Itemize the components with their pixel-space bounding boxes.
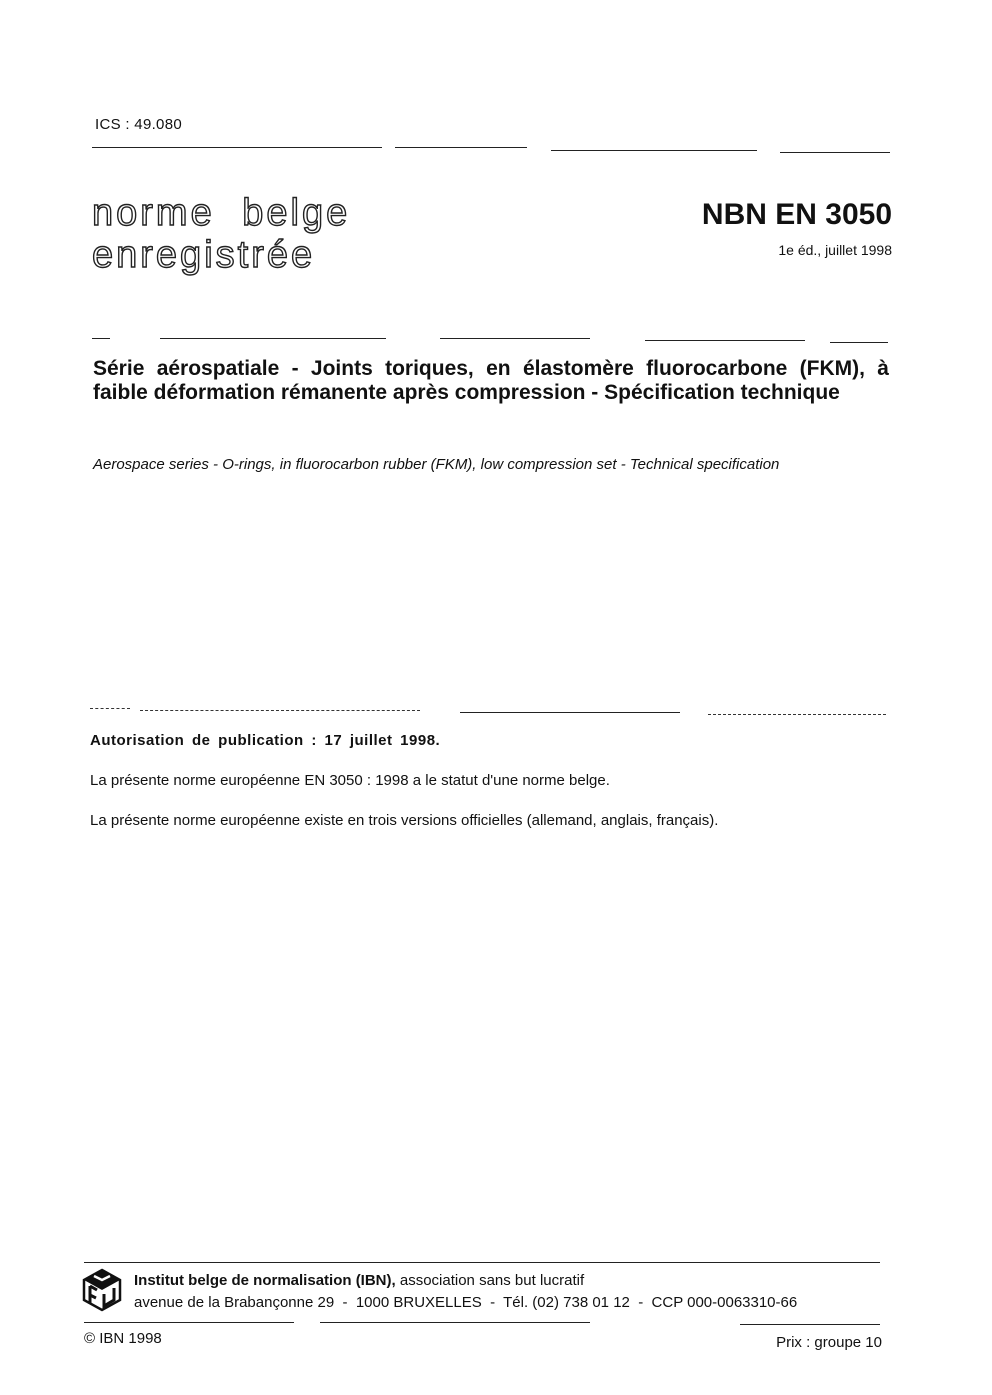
top-rule-2 [395,147,527,148]
title-rule-4 [645,340,805,341]
footer-rule-bottom-3 [740,1324,880,1325]
divider-rule-2 [140,710,420,711]
footer-rule-bottom-1 [84,1322,294,1323]
label-line-1: norme belge [92,192,351,234]
ibn-logo-icon [80,1268,124,1312]
divider-rule-3 [460,712,680,713]
top-rule-4 [780,152,890,153]
top-rule-1 [92,147,382,148]
registered-standard-label [92,192,350,276]
copyright: © IBN 1998 [84,1330,162,1347]
english-title: Aerospace series - O-rings, in fluorocarbon rubber (FKM), low compression set - Technical specification [93,456,780,473]
edition: 1e éd., juillet 1998 [778,242,892,258]
title-rule-1 [92,338,110,339]
top-rule-3 [551,150,757,151]
institute-name: Institut belge de normalisation (IBN), [134,1272,396,1289]
title-rule-3 [440,338,590,339]
institute-line [134,1272,584,1289]
divider-rule-4 [708,714,886,715]
institute-address: avenue de la Brabançonne 29 - 1000 BRUXELLES - Tél. (02) 738 01 12 - CCP 000-0063310-66 [134,1294,798,1311]
publication-authorization: Autorisation de publication : 17 juillet 1998. [90,732,441,749]
label-line-2: enregistrée [92,234,316,276]
footer-rule-top [84,1262,880,1263]
institute-type: association sans but lucratif [395,1272,585,1289]
price-group: Prix : groupe 10 [776,1334,882,1351]
title-rule-2 [160,338,386,339]
standard-number: NBN EN 3050 [701,198,892,231]
ics-code: ICS : 49.080 [95,116,182,133]
french-title: Série aérospatiale - Joints toriques, en élastomère fluorocarbone (FKM), à faible déformation rémanente après compression - Spécification technique [93,357,889,404]
divider-rule-1 [90,708,130,709]
official-versions-statement: La présente norme européenne existe en trois versions officielles (allemand, anglais, français). [90,812,719,829]
title-rule-5 [830,342,888,343]
belgian-status-statement: La présente norme européenne EN 3050 : 1998 a le statut d'une norme belge. [90,772,610,789]
footer-rule-bottom-2 [320,1322,590,1323]
